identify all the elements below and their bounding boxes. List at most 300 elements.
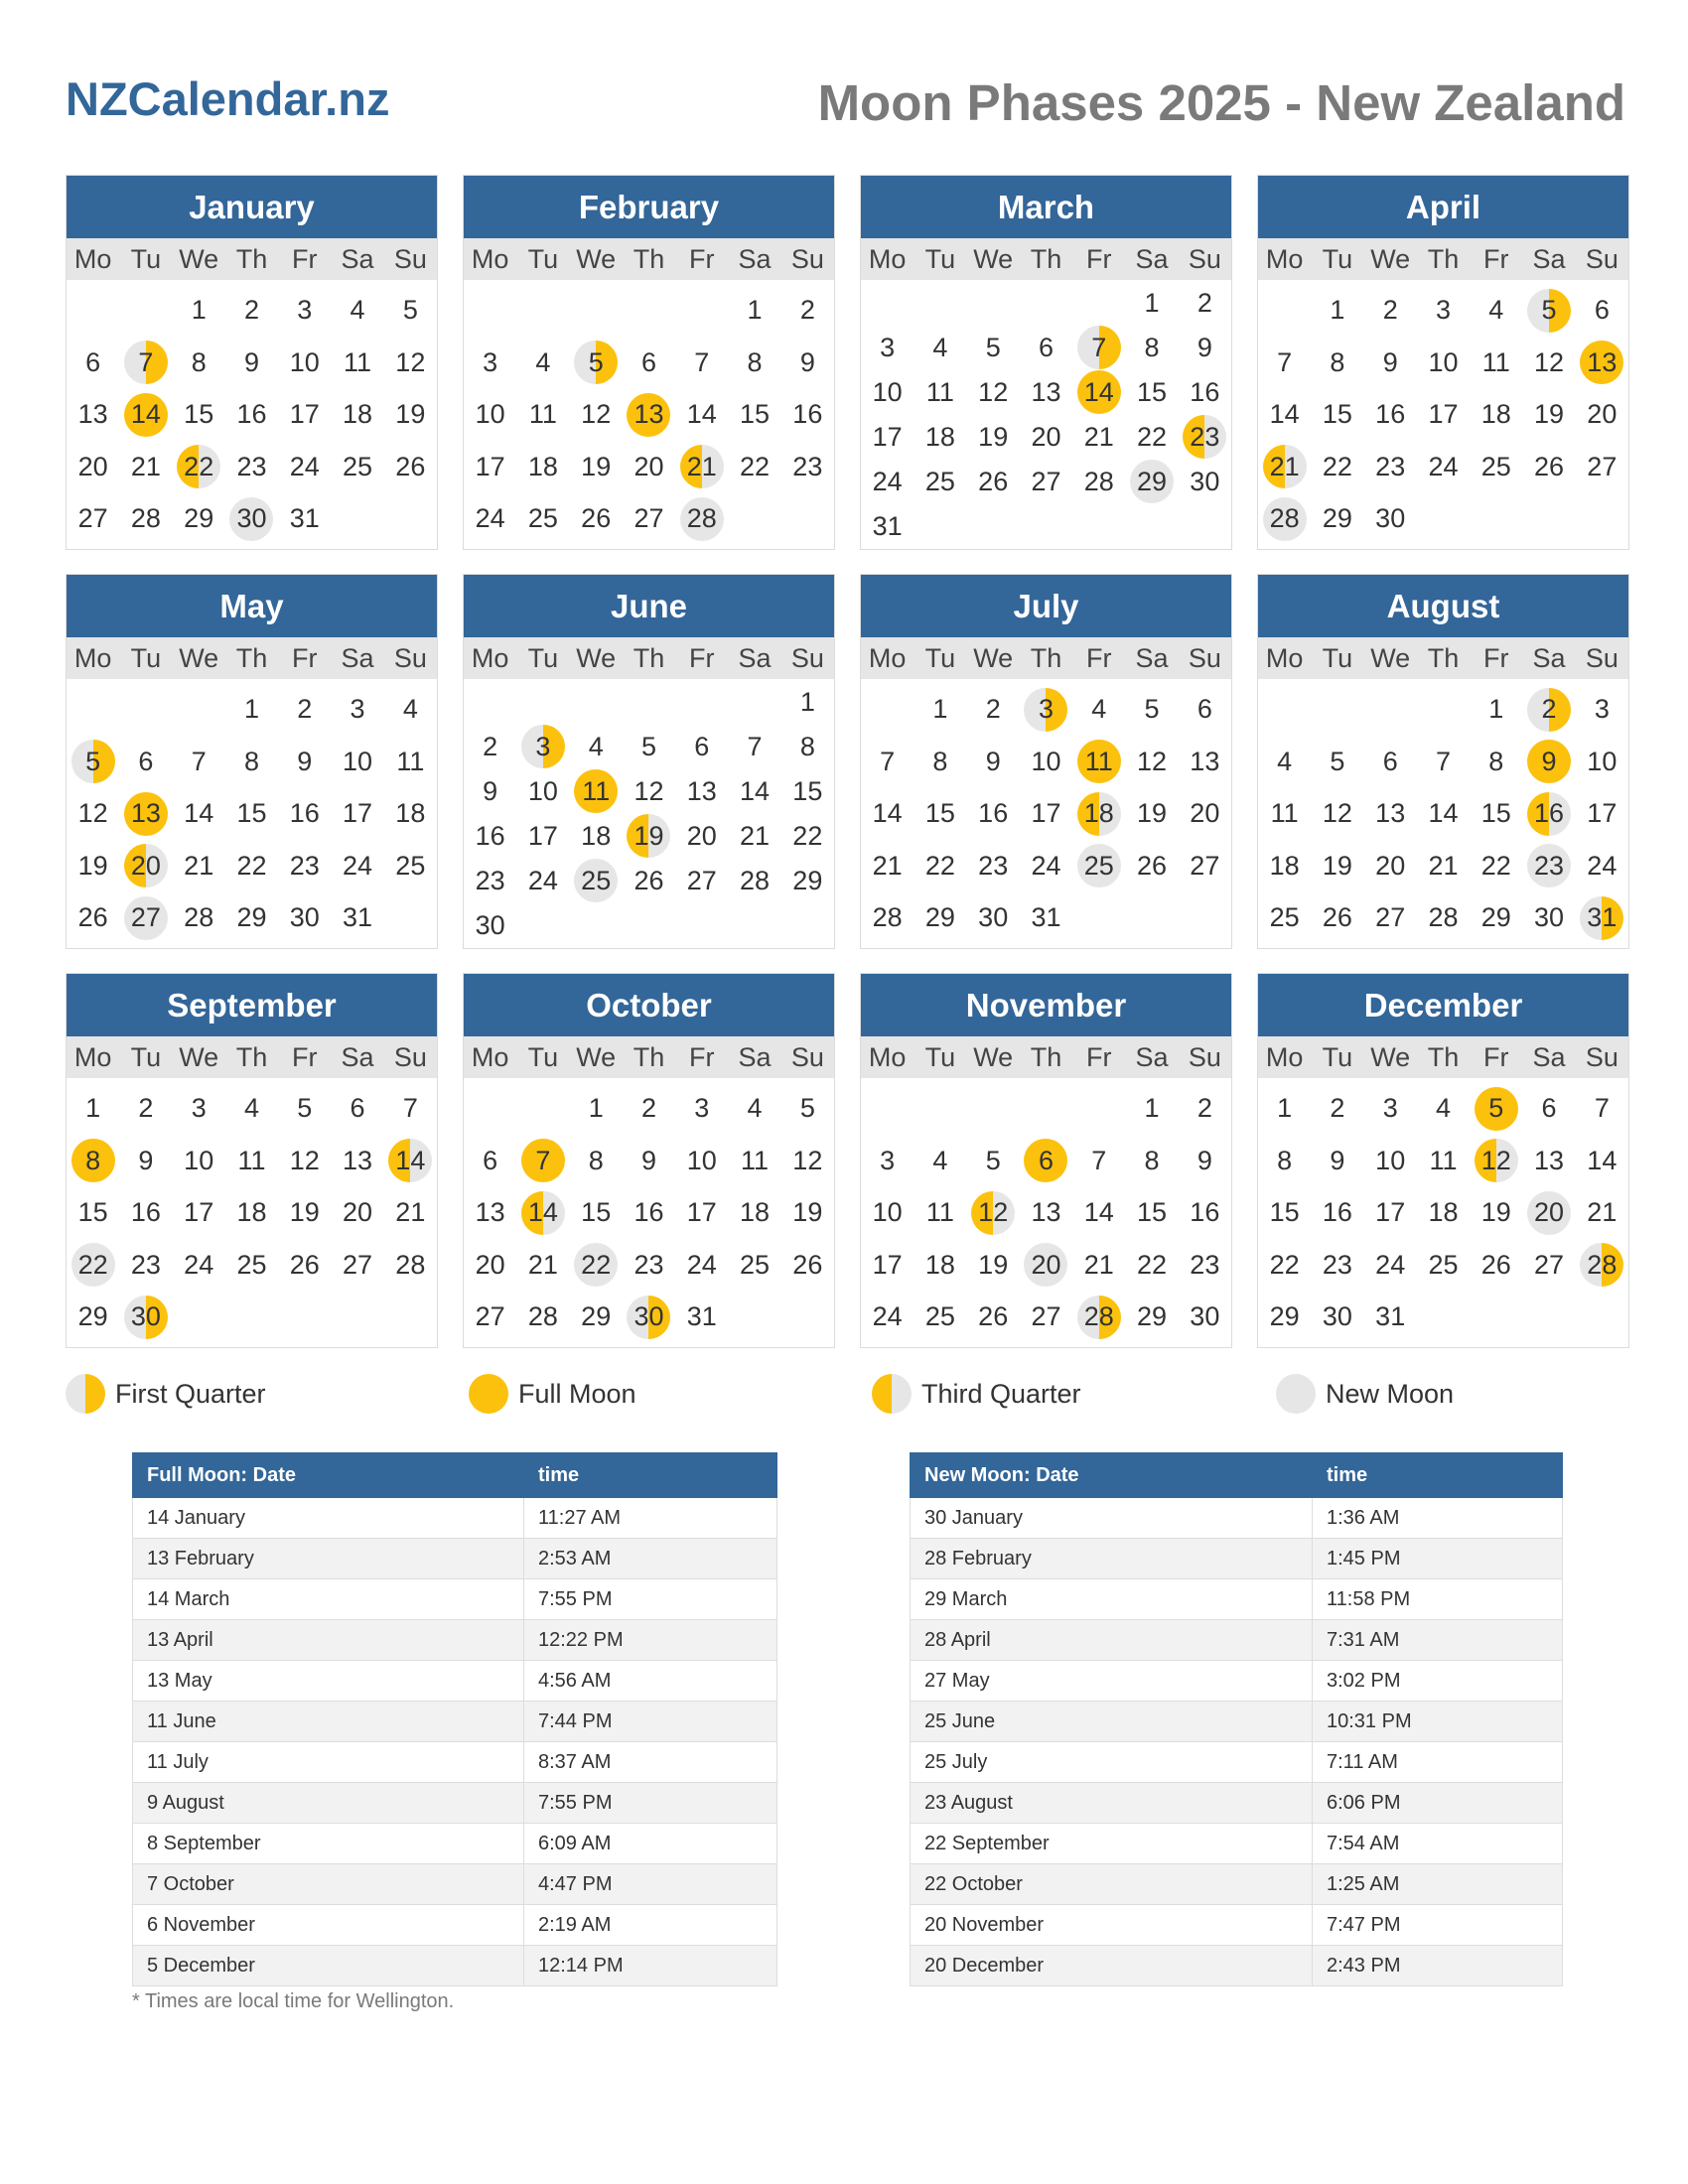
day-number: 24 [1375,1249,1406,1280]
day-number: 22 [1322,451,1352,481]
day-number: 1 [1330,295,1345,325]
day-number: 14 [1428,798,1459,828]
day-number: 13 [77,399,108,429]
day-cell [278,341,331,384]
day-number: 13 [1031,1197,1061,1227]
weekday-label: Th [235,642,268,673]
day-number: 23 [1190,1249,1220,1280]
day-cell [623,1296,675,1339]
day-number: 14 [1083,1197,1114,1227]
day-number: 15 [1137,376,1168,407]
month-title: September [67,974,437,1036]
day-number: 15 [236,798,267,828]
day-cell [1125,740,1178,783]
day-number: 24 [686,1249,717,1280]
day-cell [1072,844,1125,887]
day-cell [1179,326,1231,369]
day-cell [384,341,437,384]
weekday-label: Fr [1086,1041,1112,1072]
day-cell [331,1087,383,1131]
day-number: 17 [289,399,320,429]
weekday-label: Tu [1322,1041,1353,1072]
day-cell [967,740,1020,783]
day-number: 7 [694,346,710,377]
day-number: 26 [978,466,1009,496]
day-number: 25 [343,451,373,481]
date-cell: 6 November [133,1905,524,1946]
new-moon-day: 28 [1263,497,1307,541]
day-cell [914,1296,966,1339]
legend-label: First Quarter [115,1378,266,1409]
first-quarter-day: 5 [1527,289,1571,333]
day-number: 25 [1428,1249,1459,1280]
day-cell [861,415,914,459]
day-cell [1258,792,1311,836]
day-cell [623,497,675,541]
day-number: 15 [1322,399,1352,429]
day-cell [1364,792,1417,836]
day-cell [1020,740,1072,783]
day-number: 2 [138,1093,154,1123]
day-number: 30 [1375,503,1406,533]
day-cell [781,1087,834,1131]
weekday-label: Sa [341,1041,374,1072]
day-cell [1522,792,1575,836]
day-number: 28 [1083,466,1114,496]
day-cell [914,1139,966,1182]
weekday-label: Su [393,243,427,274]
day-cell [1311,1087,1363,1131]
first-quarter-day: 30 [124,1296,168,1339]
table-row [911,1498,1563,1539]
day-cell [1179,415,1231,459]
month-title: January [67,176,437,238]
table-row [911,1783,1563,1824]
day-number: 28 [130,503,161,533]
day-number: 19 [1534,399,1565,429]
day-cell [225,1087,278,1131]
weekday-header [464,1036,834,1078]
weekday-label: We [576,243,617,274]
day-number: 6 [1594,295,1610,325]
day-cell [1258,445,1311,488]
day-number: 1 [799,686,815,717]
weekday-label: Mo [471,1041,509,1072]
day-cell [728,341,780,384]
day-cell [67,1243,119,1287]
weekday-label: Tu [527,642,559,673]
day-number: 10 [184,1145,214,1175]
table-row [133,1620,777,1661]
weekday-label: We [576,1041,617,1072]
day-cell [1470,341,1522,384]
day-number: 29 [1269,1301,1300,1331]
day-cell [1311,844,1363,887]
day-cell [384,1087,437,1131]
day-number: 29 [792,865,823,895]
day-cell [516,497,569,541]
day-number: 16 [792,399,823,429]
day-number: 20 [1190,798,1220,828]
day-cell [331,1243,383,1287]
site-brand[interactable]: NZCalendar.nz [66,72,390,125]
month-title: March [861,176,1231,238]
weekday-label: Th [1427,642,1460,673]
day-number: 6 [483,1145,498,1175]
day-cell [278,896,331,940]
day-cell [1311,1296,1363,1339]
day-number: 30 [978,902,1009,932]
day-cell [861,740,914,783]
day-cell [331,792,383,836]
day-number: 28 [184,902,214,932]
day-number: 9 [483,775,498,806]
day-cell [225,896,278,940]
day-number: 15 [1269,1197,1300,1227]
day-number: 16 [1375,399,1406,429]
day-cell [119,792,172,836]
day-number: 1 [1144,1093,1160,1123]
day-cell [623,769,675,813]
date-cell: 5 December [133,1946,524,1986]
day-number: 21 [130,451,161,481]
day-number: 10 [527,775,558,806]
date-cell: 20 November [911,1905,1313,1946]
day-number: 28 [527,1301,558,1331]
day-number: 18 [740,1197,771,1227]
day-cell [1522,688,1575,732]
day-cell [1417,341,1470,384]
day-number: 27 [1534,1249,1565,1280]
weekday-label: Sa [1135,1041,1169,1072]
day-number: 11 [237,1145,266,1175]
time-cell: 11:58 PM [1313,1579,1563,1620]
time-cell: 6:09 AM [524,1824,777,1864]
weekday-label: Mo [73,1041,112,1072]
day-number: 17 [475,451,505,481]
day-cell [1522,1243,1575,1287]
new-moon-day: 27 [124,896,168,940]
day-number: 11 [1429,1145,1458,1175]
weekday-label: Th [1030,642,1062,673]
day-number: 24 [343,850,373,881]
day-number: 4 [350,295,365,325]
day-number: 7 [1594,1093,1610,1123]
day-cell [173,341,225,384]
day-cell [967,896,1020,940]
day-cell [1417,1191,1470,1235]
full-moon-day: 13 [124,792,168,836]
day-number: 1 [85,1093,101,1123]
day-number: 26 [395,451,426,481]
weekday-label: Fr [689,1041,715,1072]
empty-cell [1364,688,1417,732]
weekday-label: Sa [1135,243,1169,274]
day-number: 6 [640,346,656,377]
day-cell [914,1191,966,1235]
day-number: 30 [1190,466,1220,496]
day-cell [331,1139,383,1182]
day-number: 21 [184,850,214,881]
month-may [66,574,438,949]
day-number: 20 [1375,850,1406,881]
day-number: 26 [1137,850,1168,881]
day-number: 4 [932,332,948,362]
day-cell [914,370,966,414]
day-number: 1 [1277,1093,1293,1123]
day-number: 12 [581,399,612,429]
day-number: 9 [243,346,259,377]
day-cell [1020,1243,1072,1287]
day-cell [1179,1087,1231,1131]
month-december [1257,973,1629,1348]
full-moon-day: 9 [1527,740,1571,783]
table-row [133,1946,777,1986]
day-cell [1125,370,1178,414]
day-cell [384,740,437,783]
day-cell [1364,896,1417,940]
new-moon-icon [1276,1374,1316,1414]
day-number: 28 [1428,902,1459,932]
table-row [911,1824,1563,1864]
day-number: 18 [924,421,955,452]
time-cell: 8:37 AM [524,1742,777,1783]
day-cell [1020,415,1072,459]
day-number: 25 [395,850,426,881]
day-number: 1 [932,694,948,724]
day-number: 8 [1330,346,1345,377]
day-cell [1576,445,1628,488]
time-cell: 7:55 PM [524,1783,777,1824]
first-quarter-day: 28 [1580,1243,1623,1287]
table-row [911,1702,1563,1742]
day-number: 16 [1190,1197,1220,1227]
day-number: 17 [1428,399,1459,429]
full-moon-table [132,1452,777,1986]
third-quarter-day: 14 [521,1191,565,1235]
day-number: 3 [694,1093,710,1123]
legend-label: Third Quarter [921,1378,1081,1409]
day-number: 19 [978,421,1009,452]
day-number: 1 [1144,287,1160,318]
day-cell [225,289,278,333]
day-number: 31 [1375,1301,1406,1331]
day-cell [1470,1139,1522,1182]
day-cell [278,1243,331,1287]
day-number: 12 [77,798,108,828]
day-number: 26 [77,902,108,932]
day-cell [967,1296,1020,1339]
third-quarter-day: 21 [1263,445,1307,488]
day-cell [1125,460,1178,503]
weekday-label: Su [1585,642,1618,673]
day-number: 28 [872,902,903,932]
day-number: 25 [1269,902,1300,932]
weekday-label: Th [235,243,268,274]
day-number: 6 [1038,332,1054,362]
day-cell [861,504,914,548]
weekday-label: Tu [924,243,956,274]
day-cell [781,1191,834,1235]
day-number: 31 [343,902,373,932]
day-cell [225,792,278,836]
weekday-label: Sa [341,243,374,274]
day-cell [1072,688,1125,732]
day-number: 7 [1091,1145,1107,1175]
day-cell [278,497,331,541]
day-cell [675,1296,728,1339]
day-cell [1179,1296,1231,1339]
day-number: 3 [880,1145,896,1175]
day-number: 20 [1587,399,1618,429]
day-cell [1072,1139,1125,1182]
day-cell [1522,1191,1575,1235]
day-cell [728,859,780,902]
day-cell [1576,341,1628,384]
day-number: 6 [138,746,154,776]
day-number: 18 [236,1197,267,1227]
day-cell [119,1191,172,1235]
day-cell [861,792,914,836]
day-number: 19 [1322,850,1352,881]
month-october [463,973,835,1348]
day-cell [914,896,966,940]
day-cell [675,393,728,437]
day-cell [119,896,172,940]
day-cell [1364,1087,1417,1131]
day-number: 4 [535,346,551,377]
weekday-label: Sa [738,642,772,673]
day-number: 1 [191,295,207,325]
full-moon-day: 13 [1580,341,1623,384]
day-cell [914,844,966,887]
weekday-label: Fr [689,642,715,673]
day-number: 8 [932,746,948,776]
day-number: 11 [528,399,557,429]
day-number: 5 [1144,694,1160,724]
day-cell [1470,393,1522,437]
day-number: 10 [1031,746,1061,776]
new-moon-day: 28 [680,497,724,541]
day-cell [173,1087,225,1131]
weekday-label: Su [1585,243,1618,274]
day-number: 15 [1137,1197,1168,1227]
day-cell [1470,896,1522,940]
day-cell [914,415,966,459]
day-cell [570,1139,623,1182]
day-number: 17 [184,1197,214,1227]
weekday-header [1258,637,1628,679]
weekday-label: We [973,243,1014,274]
time-cell: 10:31 PM [1313,1702,1563,1742]
day-cell [119,497,172,541]
day-cell [1125,1191,1178,1235]
day-cell [1179,688,1231,732]
day-number: 15 [77,1197,108,1227]
day-cell [861,1243,914,1287]
day-cell [516,1243,569,1287]
month-january [66,175,438,550]
day-cell [278,393,331,437]
time-cell: 3:02 PM [1313,1661,1563,1702]
day-number: 12 [1137,746,1168,776]
full-moon-day: 6 [1024,1139,1067,1182]
day-cell [570,445,623,488]
new-moon-day: 30 [229,497,273,541]
day-cell [1258,844,1311,887]
day-number: 22 [792,820,823,851]
weekday-header [861,637,1231,679]
day-cell [278,1139,331,1182]
day-number: 29 [581,1301,612,1331]
day-number: 31 [289,503,320,533]
day-cell [331,740,383,783]
day-cell [675,1243,728,1287]
day-cell [1576,1243,1628,1287]
day-cell [1364,844,1417,887]
day-number: 9 [985,746,1001,776]
day-number: 19 [395,399,426,429]
day-number: 30 [1322,1301,1352,1331]
empty-cell [570,680,623,724]
day-number: 5 [1330,746,1345,776]
table-row [911,1905,1563,1946]
day-number: 5 [799,1093,815,1123]
day-number: 18 [527,451,558,481]
day-number: 2 [243,295,259,325]
weekday-label: We [1370,1041,1411,1072]
day-cell [331,844,383,887]
date-cell: 23 August [911,1783,1313,1824]
weekday-label: Fr [292,1041,318,1072]
day-cell [464,725,516,768]
page-title: Moon Phases 2025 - New Zealand [817,74,1625,131]
date-cell: 14 March [133,1579,524,1620]
day-cell [225,844,278,887]
day-number: 11 [396,746,425,776]
day-cell [225,1191,278,1235]
day-cell [570,859,623,902]
date-cell: 29 March [911,1579,1313,1620]
weekday-label: Mo [1265,642,1304,673]
day-number: 15 [740,399,771,429]
day-cell [464,341,516,384]
weekday-header [1258,1036,1628,1078]
day-number: 21 [1083,421,1114,452]
day-cell [967,688,1020,732]
date-cell: 8 September [133,1824,524,1864]
month-april [1257,175,1629,550]
empty-cell [1072,281,1125,325]
day-cell [173,497,225,541]
day-number: 15 [184,399,214,429]
day-number: 11 [925,376,954,407]
day-cell [1522,289,1575,333]
day-cell [1576,1191,1628,1235]
day-number: 8 [191,346,207,377]
day-cell [675,497,728,541]
day-cell [1125,281,1178,325]
day-number: 3 [880,332,896,362]
weekday-label: We [1370,243,1411,274]
full-moon-day: 8 [71,1139,115,1182]
day-cell [384,393,437,437]
weekday-label: Th [633,642,665,673]
day-cell [464,814,516,858]
day-cell [173,393,225,437]
weekday-label: We [973,1041,1014,1072]
day-cell [225,341,278,384]
